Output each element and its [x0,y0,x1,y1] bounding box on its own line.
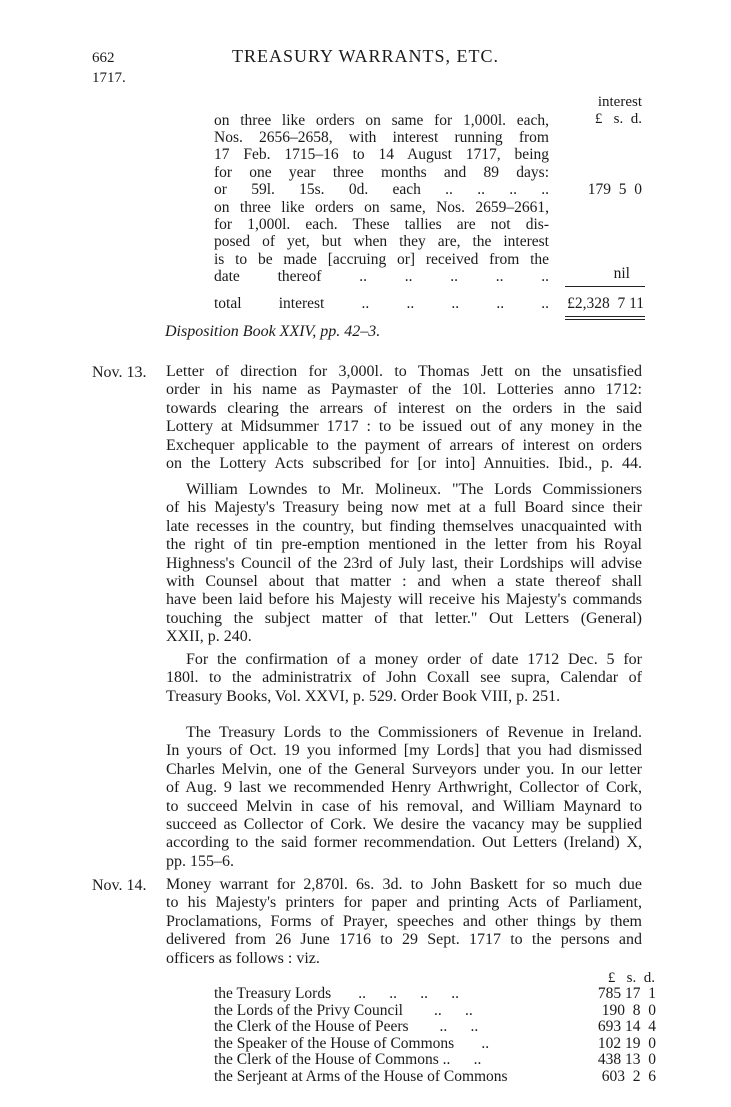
interest-column-heading: interest [597,94,642,110]
para-line: with Counsel about that matter : and when a state thereof shall [166,573,642,591]
para-line: Money warrant for 2,870l. 6s. 3d. to John Baskett for so much due [166,876,642,893]
para-line: William Lowndes to Mr. Molineux. "The Lords Commissioners [186,481,642,498]
amount-a: 179 5 0 [587,181,642,198]
amount-b: nil [613,265,630,282]
para-line: succeed as Collector of Cork. We desire the vacancy may be supplied [166,816,642,834]
para-line: of Aug. 9 last we recommended Henry Arthwright, Collector of Cork, [166,779,642,797]
table-row-amount: 693 14 4 [597,1018,656,1036]
para-line: Treasury Books, Vol. XXVI, p. 529. Order Book VIII, p. 251. [166,687,561,705]
entry-date: Nov. 14. [92,877,147,894]
para-line: The Treasury Lords to the Commissioners of Revenue in Ireland. [186,724,642,741]
para-line: officers as follows : viz. [166,949,320,967]
entry-paragraph [166,876,642,968]
table-row-label: the Clerk of the House of Commons .. .. [214,1051,482,1069]
para-line: pp. 155–6. [166,852,234,870]
continued-entry-a [214,112,549,198]
para-line: For the confirmation of a money order of date 1712 Dec. 5 for [186,651,642,668]
table-row-label: the Speaker of the House of Commons .. [214,1034,490,1052]
table-row-label: the Serjeant at Arms of the House of Commons [214,1067,508,1085]
table-row [214,1019,656,1036]
para-line: late recesses in the country, but finding themselves unacquainted with [166,517,642,535]
para-line: towards clearing the arrears of interest on the orders in the said [166,399,642,417]
para-line: on the Lottery Acts subscribed for [or into] Annuities. Ibid., p. 44. [166,455,642,473]
entry-line: date thereof .. .. .. .. .. [214,267,549,285]
running-title: TREASURY WARRANTS, ETC. [231,46,500,66]
entry-paragraph [166,724,642,871]
para-line: delivered from 26 June 1716 to 29 Sept. 1717 to the persons and [166,931,642,949]
disposition-source: Disposition Book XXIV, pp. 42–3. [165,323,381,340]
table-row-amount: 603 2 6 [601,1067,656,1085]
table-row [214,1003,656,1020]
entry-line: posed of yet, but when they are, the interest [214,233,549,251]
para-line: 180l. to the administratrix of John Coxall see supra, Calendar of [166,669,642,687]
para-line: Letter of direction for 3,000l. to Thomas Jett on the unsatisfied [166,363,642,380]
table-row-amount: 102 19 0 [597,1034,656,1052]
para-line: In yours of Oct. 19 you informed [my Lords] that you had dismissed [166,742,642,760]
total-interest-amount: £2,328 7 11 [567,295,644,312]
lsd-column-heading: £ s. d. [594,111,642,127]
page-number: 662 [92,50,115,66]
table-row-amount: 785 17 1 [597,985,656,1002]
para-line: the right of tin pre-emption mentioned in the letter from his Royal [166,536,642,554]
entry-line: Nos. 2656–2658, with interest running from [214,129,549,147]
table-row [214,986,656,1003]
table-row [214,1069,656,1086]
para-line: of his Majesty's Treasury being now met at a full Board since their [166,499,642,517]
entry-paragraph [166,651,642,706]
entry-line: or 59l. 15s. 0d. each .. .. .. .. [214,180,549,198]
table-row [214,1052,656,1069]
table-row-label: the Lords of the Privy Council .. .. [214,1001,473,1019]
total-interest-label: total interest .. .. .. .. .. [214,295,549,312]
para-line: Charles Melvin, one of the General Surveyors under you. In our letter [166,760,642,778]
table-row-label: the Treasury Lords .. .. .. .. [214,985,459,1002]
printing-accounts-table [214,986,656,1086]
table-row-label: the Clerk of the House of Peers .. .. [214,1018,479,1036]
para-line: have been laid before his Majesty will receive his Majesty's commands [166,591,642,609]
table-row-amount: 438 13 0 [597,1051,656,1069]
total-rule-bottom [565,319,645,320]
entry-line: on three like orders on same for 1,000l. each, [214,112,549,129]
table-row [214,1036,656,1053]
entry-line: is to be made [accruing or] received from the [214,250,549,268]
para-line: to his Majesty's printers for paper and printing Acts of Parliament, [166,894,642,912]
table-lsd-heading: £ s. d. [607,970,655,986]
para-line: Proclamations, Forms of Prayer, speeches and other things by them [166,912,642,930]
para-line: order in his name as Paymaster of the 10l. Lotteries anno 1712: [166,381,642,399]
continued-entry-b [214,199,549,285]
para-line: to succeed Melvin in case of his removal, and William Maynard to [166,797,642,815]
entry-paragraph [166,481,642,647]
para-line: Lottery at Midsummer 1717 : to be issued out of any money in the [166,418,642,436]
para-line: according to the said former recommendation. Out Letters (Ireland) X, [166,834,642,852]
entry-paragraph [166,363,642,473]
year-label: 1717. [92,70,126,86]
para-line: XXII, p. 240. [166,628,252,646]
entry-line: on three like orders on same, Nos. 2659–2661, [214,199,549,216]
entry-line: for 1,000l. each. These tallies are not dis- [214,216,549,234]
entry-line: for one year three months and 89 days: [214,163,549,181]
table-row-amount: 190 8 0 [601,1001,656,1019]
total-rule-top [565,316,645,317]
para-line: touching the subject matter of that letter." Out Letters (General) [166,609,642,627]
para-line: Exchequer applicable to the payment of arrears of interest on orders [166,436,642,454]
entry-line: 17 Feb. 1715–16 to 14 August 1717, being [214,146,549,164]
entry-date: Nov. 13. [92,364,147,381]
para-line: Highness's Council of the 23rd of July last, their Lordships will advise [166,554,642,572]
subtotal-rule [565,286,645,287]
